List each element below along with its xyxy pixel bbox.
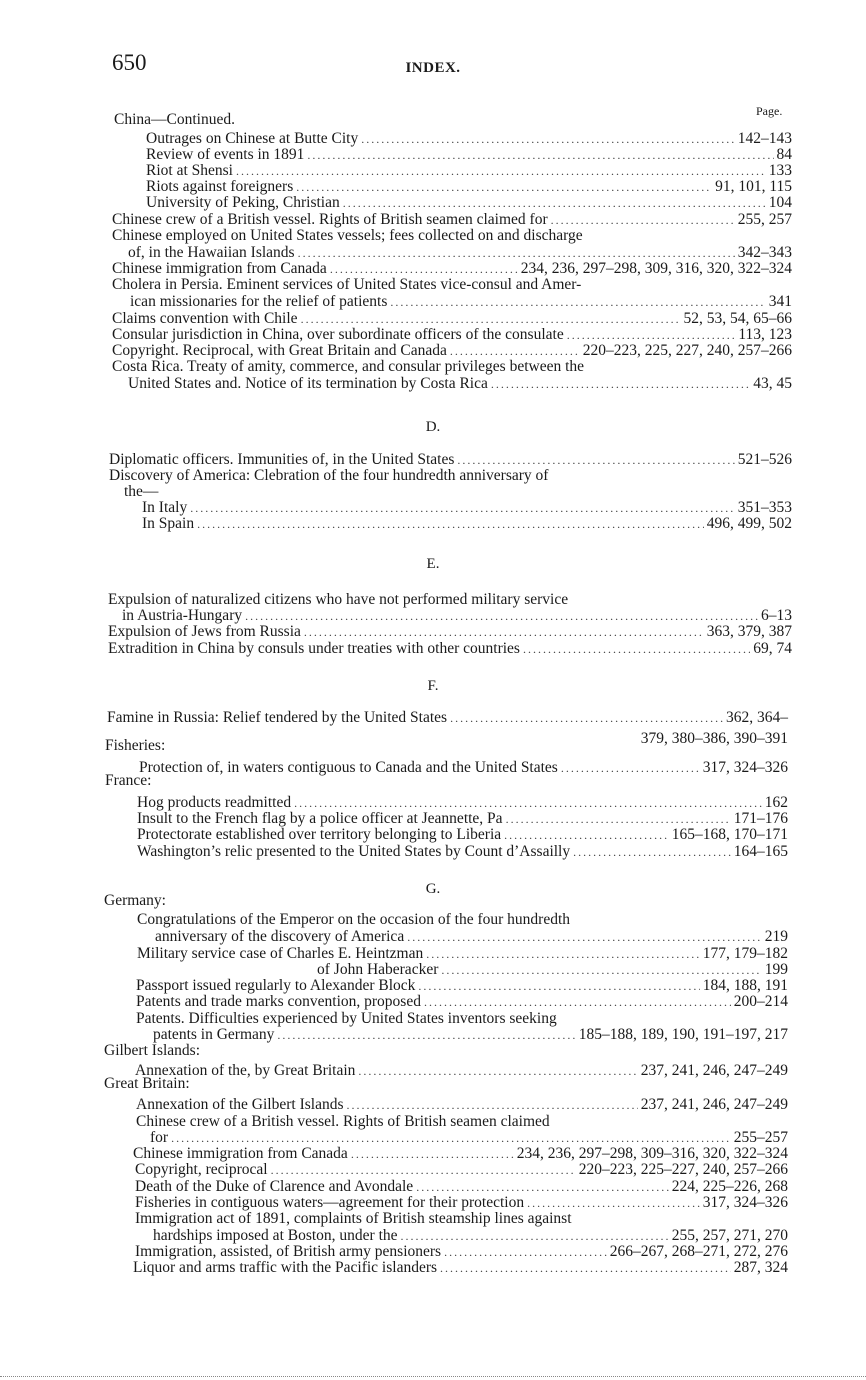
dot-leader — [527, 1196, 700, 1211]
index-entry — [136, 1114, 788, 1129]
index-entry — [104, 1076, 788, 1091]
entry-text: Consular jurisdiction in China, over subordinate officers of the consulate — [112, 326, 564, 343]
dot-leader — [307, 148, 773, 163]
dot-leader — [197, 517, 704, 532]
index-entry — [146, 195, 792, 210]
entry-page-ref: 237, 241, 246, 247–249 — [640, 1062, 788, 1079]
entry-page-ref: 185–188, 189, 190, 191–197, 217 — [578, 1026, 788, 1043]
entry-text: Great Britain: — [104, 1075, 190, 1092]
index-entry — [135, 1179, 788, 1194]
entry-text: Copyright. Reciprocal, with Great Britain and Canada — [112, 342, 447, 359]
index-entry — [146, 147, 792, 162]
section-heading-g: G. — [425, 881, 441, 897]
index-entry — [112, 261, 792, 276]
index-entry — [105, 738, 788, 753]
entry-text: for — [150, 1129, 169, 1146]
index-entry — [136, 1011, 788, 1026]
entry-page-ref: 162 — [764, 794, 788, 811]
entry-page-ref: 255, 257, 271, 270 — [671, 1227, 788, 1244]
entry-page-ref: 52, 53, 54, 65–66 — [683, 310, 792, 327]
section-heading-f: F. — [427, 678, 439, 694]
entry-page-ref: 266–267, 268–271, 272, 276 — [609, 1243, 788, 1260]
index-entry — [124, 484, 792, 499]
entry-text: patents in Germany — [153, 1026, 275, 1043]
entry-text: of John Haberacker — [317, 961, 439, 978]
entry-page-ref: 113, 123 — [738, 326, 792, 343]
entry-page-ref: 142–143 — [737, 130, 792, 147]
index-entry — [112, 343, 792, 358]
entry-text: Congratulations of the Emperor on the occasion of the four hundredth — [137, 911, 571, 928]
index-entry — [109, 452, 792, 467]
entry-text: Chinese employed on United States vessels; fees collected on and discharge — [112, 227, 583, 244]
entry-page-ref: 341 — [768, 293, 792, 310]
index-entry — [104, 893, 788, 908]
index-entry — [137, 827, 788, 842]
entry-text: Gilbert Islands: — [104, 1042, 200, 1059]
index-entry — [137, 946, 788, 961]
dot-leader — [346, 1098, 637, 1113]
entry-text: of, in the Hawaiian Islands — [128, 244, 295, 261]
index-entry — [128, 245, 792, 260]
dot-leader — [441, 963, 761, 978]
entry-text: Immigration act of 1891, complaints of British steamship lines against — [135, 1210, 572, 1227]
entry-page-ref: 6–13 — [761, 607, 792, 624]
index-entry — [150, 1130, 788, 1145]
entry-page-ref: 69, 74 — [753, 640, 792, 657]
dot-leader — [343, 196, 766, 211]
index-entry — [112, 277, 792, 292]
entry-page-ref: 220–223, 225, 227, 240, 257–266 — [582, 342, 792, 359]
entry-text: Expulsion of Jews from Russia — [108, 623, 301, 640]
entry-page-ref: 234, 236, 297–298, 309–316, 320, 322–324 — [516, 1145, 788, 1162]
entry-page-ref: 171–176 — [733, 810, 788, 827]
dot-leader — [277, 1028, 575, 1043]
index-entry — [104, 1043, 788, 1058]
index-entry — [317, 962, 788, 977]
index-entry — [133, 1146, 788, 1161]
index-entry — [135, 1244, 788, 1259]
entry-page-ref: 351–353 — [737, 499, 792, 516]
entry-page-ref: 177, 179–182 — [702, 945, 788, 962]
entry-page-ref: 84 — [776, 146, 792, 163]
index-entry — [137, 811, 788, 826]
entry-page-ref: 496, 499, 502 — [706, 515, 792, 532]
entry-page-ref: 224, 225–226, 268 — [671, 1178, 788, 1195]
entry-page-ref: 521–526 — [737, 451, 792, 468]
entry-page-ref: 199 — [764, 961, 788, 978]
entry-text: Extradition in China by consuls under treaties with other countries — [108, 640, 520, 657]
entry-text: Diplomatic officers. Immunities of, in the United States — [109, 451, 455, 468]
index-entry — [112, 311, 792, 326]
index-entry — [137, 844, 788, 859]
index-entry — [105, 773, 788, 788]
dot-leader — [424, 995, 731, 1010]
index-entry — [109, 468, 792, 483]
section-heading-d: D. — [425, 419, 441, 435]
index-entry — [112, 212, 792, 227]
entry-text: Passport issued regularly to Alexander Block — [136, 977, 416, 994]
entry-text: In Italy — [142, 499, 188, 516]
index-entry — [153, 1228, 788, 1243]
index-entry — [142, 500, 792, 515]
dot-leader — [444, 1245, 607, 1260]
index-entry — [108, 641, 792, 656]
entry-page-ref: 379, 380–386, 390–391 — [640, 730, 788, 747]
entry-text: Famine in Russia: Relief tendered by the United States — [107, 709, 448, 726]
entry-page-ref: 43, 45 — [753, 375, 792, 392]
entry-text: Costa Rica. Treaty of amity, commerce, and consular privileges between the — [112, 358, 585, 375]
entry-text: Liquor and arms traffic with the Pacific islanders — [133, 1259, 438, 1276]
entry-page-ref: 200–214 — [733, 993, 788, 1010]
index-entry — [112, 359, 792, 374]
entry-text: Copyright, reciprocal — [135, 1161, 268, 1178]
dot-leader — [416, 1180, 669, 1195]
dot-leader — [523, 642, 750, 657]
entry-page-ref: 287, 324 — [733, 1259, 788, 1276]
dot-leader — [573, 845, 731, 860]
dot-leader — [245, 609, 758, 624]
entry-text: Annexation of the, by Great Britain — [135, 1062, 356, 1079]
index-entry — [122, 608, 792, 623]
dot-leader — [296, 180, 712, 195]
dot-leader — [294, 796, 762, 811]
entry-page-ref: 133 — [768, 162, 792, 179]
entry-page-ref: 104 — [768, 194, 792, 211]
dot-leader — [418, 979, 699, 994]
entry-page-ref: 184, 188, 191 — [702, 977, 788, 994]
index-entry — [112, 327, 792, 342]
index-entry — [128, 376, 792, 391]
entry-text: China—Continued. — [114, 111, 235, 128]
entry-text: Chinese crew of a British vessel. Rights of British seamen claimed for — [112, 211, 548, 228]
dot-leader — [301, 312, 681, 327]
index-entry — [130, 294, 792, 309]
entry-text: University of Peking, Christian — [146, 194, 340, 211]
entry-text: Expulsion of naturalized citizens who have not performed military service — [108, 591, 569, 608]
entry-text: Military service case of Charles E. Heintzman — [137, 945, 424, 962]
dot-leader — [171, 1131, 731, 1146]
entry-page-ref: 342–343 — [737, 244, 792, 261]
entry-text: Insult to the French flag by a police officer at Jeannette, Pa — [137, 810, 503, 827]
running-head: INDEX. — [405, 60, 461, 76]
entry-page-ref: 317, 324–326 — [702, 1194, 788, 1211]
entry-text: hardships imposed at Boston, under the — [153, 1227, 398, 1244]
dot-leader — [190, 501, 735, 516]
entry-text: Outrages on Chinese at Butte City — [146, 130, 359, 147]
entry-text: Fisheries: — [105, 737, 166, 754]
entry-text: Patents and trade marks convention, proposed — [136, 993, 421, 1010]
entry-text: ican missionaries for the relief of patients — [130, 293, 388, 310]
entry-page-ref: 237, 241, 246, 247–249 — [640, 1096, 788, 1113]
entry-text: Discovery of America: Clebration of the four hundredth anniversary of — [109, 467, 549, 484]
index-entry — [137, 795, 788, 810]
entry-text: Annexation of the Gilbert Islands — [136, 1096, 344, 1113]
dot-leader — [504, 828, 669, 843]
index-entry — [153, 1027, 788, 1042]
entry-page-ref: 363, 379, 387 — [706, 623, 792, 640]
entry-text: Germany: — [104, 892, 166, 909]
index-entry — [136, 978, 788, 993]
dot-leader — [450, 711, 723, 726]
entry-text: Protection of, in waters contiguous to Canada and the United States — [139, 759, 558, 776]
entry-text: Fisheries in contiguous waters—agreement for their protection — [135, 1194, 525, 1211]
index-entry — [135, 1211, 788, 1226]
entry-text: United States and. Notice of its termination by Costa Rica — [128, 375, 488, 392]
index-entry — [108, 592, 792, 607]
dot-leader — [330, 262, 518, 277]
index-entry — [155, 929, 788, 944]
index-entry — [146, 179, 792, 194]
dot-leader — [298, 246, 735, 261]
index-entry — [146, 163, 792, 178]
dot-leader — [426, 947, 700, 962]
index-entry — [136, 994, 788, 1009]
entry-text: Death of the Duke of Clarence and Avondale — [135, 1178, 414, 1195]
dot-leader — [401, 1229, 669, 1244]
entry-text: Chinese immigration from Canada — [133, 1145, 348, 1162]
dot-leader — [390, 295, 765, 310]
index-entry — [112, 228, 792, 243]
entry-page-ref: 219 — [764, 928, 788, 945]
entry-page-ref: 164–165 — [733, 843, 788, 860]
dot-leader — [567, 328, 736, 343]
dot-leader — [361, 132, 735, 147]
dot-leader — [551, 213, 735, 228]
entry-text: Riot at Shensi — [146, 162, 233, 179]
index-entry — [146, 131, 792, 146]
entry-text: France: — [105, 772, 152, 789]
entry-page-ref: 317, 324–326 — [702, 759, 788, 776]
dot-leader — [407, 930, 762, 945]
dot-leader — [271, 1163, 576, 1178]
entry-page-ref: 362, 364– — [726, 709, 788, 726]
index-entry — [114, 112, 790, 127]
dot-leader — [440, 1261, 731, 1276]
entry-text: in Austria-Hungary — [122, 607, 243, 624]
entry-page-ref: 255–257 — [733, 1129, 788, 1146]
entry-text: Claims convention with Chile — [112, 310, 298, 327]
entry-text: Chinese crew of a British vessel. Rights of British seamen claimed — [136, 1113, 550, 1130]
entry-text: Hog products readmitted — [137, 794, 292, 811]
dot-leader — [457, 453, 734, 468]
index-entry — [135, 1162, 788, 1177]
page-number: 650 — [112, 50, 147, 75]
dot-leader — [491, 377, 750, 392]
dot-leader — [450, 344, 580, 359]
dot-leader — [506, 812, 731, 827]
entry-page-ref: 234, 236, 297–298, 309, 316, 320, 322–324 — [520, 260, 792, 277]
section-heading-e: E. — [426, 556, 440, 572]
entry-text: In Spain — [142, 515, 195, 532]
bottom-dotted-rule — [0, 1376, 866, 1377]
entry-text: Washington’s relic presented to the United States by Count d’Assailly — [137, 843, 571, 860]
index-entry — [136, 1097, 788, 1112]
entry-page-ref: 165–168, 170–171 — [671, 826, 788, 843]
dot-leader — [236, 164, 766, 179]
entry-text: Immigration, assisted, of British army pensioners — [135, 1243, 442, 1260]
entry-text: Riots against foreigners — [146, 178, 294, 195]
entry-page-ref: 220–223, 225–227, 240, 257–266 — [578, 1161, 788, 1178]
page-column-label: Page. — [756, 104, 783, 118]
dot-leader — [304, 625, 704, 640]
entry-text: anniversary of the discovery of America — [155, 928, 405, 945]
entry-text: the— — [124, 483, 159, 500]
entry-page-ref: 255, 257 — [737, 211, 792, 228]
entry-text: Patents. Difficulties experienced by United States inventors seeking — [136, 1010, 557, 1027]
entry-text: Cholera in Persia. Eminent services of United States vice-consul and Amer- — [112, 276, 582, 293]
index-entry — [108, 624, 792, 639]
index-entry — [135, 1195, 788, 1210]
index-entry — [107, 710, 788, 725]
entry-text: Protectorate established over territory belonging to Liberia — [137, 826, 502, 843]
index-entry — [133, 1260, 788, 1275]
index-entry — [137, 912, 788, 927]
entry-text: Review of events in 1891 — [146, 146, 305, 163]
entry-text: Chinese immigration from Canada — [112, 260, 327, 277]
entry-page-ref: 91, 101, 115 — [715, 178, 792, 195]
dot-leader — [351, 1147, 514, 1162]
index-entry — [142, 516, 792, 531]
